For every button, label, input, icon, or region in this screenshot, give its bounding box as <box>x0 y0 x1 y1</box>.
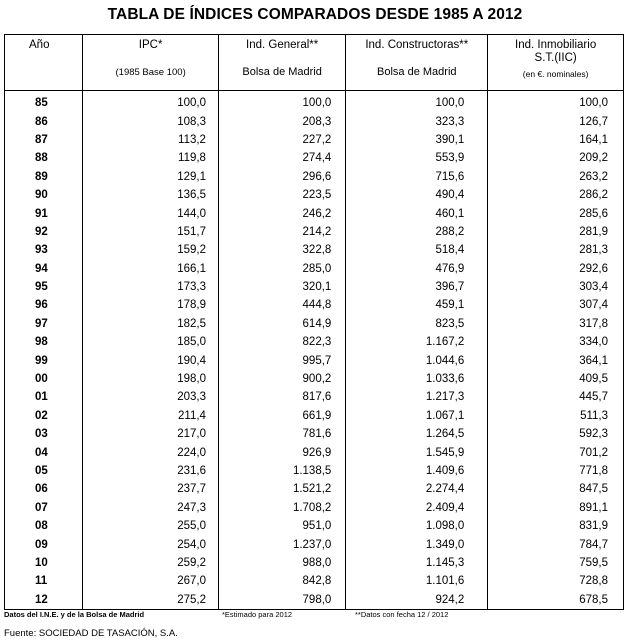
year-cell: 85 <box>5 91 83 113</box>
header-ipc: IPC* (1985 Base 100) <box>83 35 219 91</box>
constructoras-cell: 1.217,3 <box>346 388 488 406</box>
ipc-cell: 275,2 <box>83 591 219 610</box>
table-row <box>5 131 624 149</box>
inmobiliario-cell: 364,1 <box>488 351 624 369</box>
constructoras-cell: 288,2 <box>346 223 488 241</box>
constructoras-cell: 459,1 <box>346 296 488 314</box>
ipc-cell: 151,7 <box>83 223 219 241</box>
general-cell: 296,6 <box>218 168 345 186</box>
year-cell: 98 <box>5 333 83 351</box>
inmobiliario-cell: 409,5 <box>488 370 624 388</box>
ipc-cell: 136,5 <box>83 186 219 204</box>
constructoras-cell: 2.409,4 <box>346 499 488 517</box>
ipc-cell: 217,0 <box>83 425 219 443</box>
general-cell: 661,9 <box>218 407 345 425</box>
ipc-cell: 173,3 <box>83 278 219 296</box>
header-constructoras: Ind. Constructoras** Bolsa de Madrid <box>346 35 488 91</box>
inmobiliario-cell: 209,2 <box>488 149 624 167</box>
general-cell: 274,4 <box>218 149 345 167</box>
constructoras-cell: 1.349,0 <box>346 535 488 553</box>
constructoras-cell: 2.274,4 <box>346 480 488 498</box>
table-row <box>5 370 624 388</box>
footnote-estimated: *Estimado para 2012 <box>222 610 293 619</box>
table-row <box>5 241 624 259</box>
ipc-cell: 198,0 <box>83 370 219 388</box>
general-cell: 798,0 <box>218 591 345 610</box>
constructoras-cell: 1.033,6 <box>346 370 488 388</box>
header-constructoras-sub: Bolsa de Madrid <box>377 66 457 78</box>
general-cell: 926,9 <box>218 443 345 461</box>
table-row <box>5 204 624 222</box>
table-row <box>5 223 624 241</box>
table-row <box>5 91 624 113</box>
general-cell: 100,0 <box>218 91 345 113</box>
year-cell: 11 <box>5 572 83 590</box>
general-cell: 951,0 <box>218 517 345 535</box>
year-cell: 95 <box>5 278 83 296</box>
table-row <box>5 296 624 314</box>
general-cell: 322,8 <box>218 241 345 259</box>
ipc-cell: 182,5 <box>83 315 219 333</box>
ipc-cell: 108,3 <box>83 112 219 130</box>
general-cell: 320,1 <box>218 278 345 296</box>
general-cell: 285,0 <box>218 260 345 278</box>
inmobiliario-cell: 847,5 <box>488 480 624 498</box>
ipc-cell: 190,4 <box>83 351 219 369</box>
year-cell: 08 <box>5 517 83 535</box>
constructoras-cell: 390,1 <box>346 131 488 149</box>
constructoras-cell: 1.067,1 <box>346 407 488 425</box>
ipc-cell: 267,0 <box>83 572 219 590</box>
constructoras-cell: 460,1 <box>346 204 488 222</box>
table-row <box>5 260 624 278</box>
inmobiliario-cell: 126,7 <box>488 112 624 130</box>
year-cell: 09 <box>5 535 83 553</box>
table-row <box>5 149 624 167</box>
general-cell: 246,2 <box>218 204 345 222</box>
year-cell: 93 <box>5 241 83 259</box>
constructoras-cell: 715,6 <box>346 168 488 186</box>
general-cell: 822,3 <box>218 333 345 351</box>
footnote-data-source: Datos del I.N.E. y de la Bolsa de Madrid <box>4 610 145 619</box>
year-cell: 87 <box>5 131 83 149</box>
ipc-cell: 203,3 <box>83 388 219 406</box>
constructoras-cell: 1.167,2 <box>346 333 488 351</box>
constructoras-cell: 476,9 <box>346 260 488 278</box>
inmobiliario-cell: 701,2 <box>488 443 624 461</box>
ipc-cell: 211,4 <box>83 407 219 425</box>
ipc-cell: 224,0 <box>83 443 219 461</box>
constructoras-cell: 518,4 <box>346 241 488 259</box>
header-ipc-sub: (1985 Base 100) <box>115 67 186 78</box>
constructoras-cell: 490,4 <box>346 186 488 204</box>
source-line: Fuente: SOCIEDAD DE TASACIÓN, S.A. <box>4 628 178 639</box>
ipc-cell: 178,9 <box>83 296 219 314</box>
table-row <box>5 351 624 369</box>
inmobiliario-cell: 100,0 <box>488 91 624 113</box>
ipc-cell: 255,0 <box>83 517 219 535</box>
general-cell: 227,2 <box>218 131 345 149</box>
general-cell: 781,6 <box>218 425 345 443</box>
inmobiliario-cell: 334,0 <box>488 333 624 351</box>
year-cell: 96 <box>5 296 83 314</box>
inmobiliario-cell: 592,3 <box>488 425 624 443</box>
header-inmobiliario: Ind. Inmobiliario S.T.(IIC) (en €. nominales) <box>488 35 624 91</box>
inmobiliario-cell: 292,6 <box>488 260 624 278</box>
general-cell: 444,8 <box>218 296 345 314</box>
year-cell: 01 <box>5 388 83 406</box>
year-cell: 86 <box>5 112 83 130</box>
constructoras-cell: 323,3 <box>346 112 488 130</box>
year-cell: 90 <box>5 186 83 204</box>
table-row <box>5 499 624 517</box>
inmobiliario-cell: 759,5 <box>488 554 624 572</box>
inmobiliario-cell: 784,7 <box>488 535 624 553</box>
general-cell: 988,0 <box>218 554 345 572</box>
general-cell: 995,7 <box>218 351 345 369</box>
header-year: Año <box>5 35 83 91</box>
header-row <box>5 35 624 91</box>
ipc-cell: 259,2 <box>83 554 219 572</box>
constructoras-cell: 1.409,6 <box>346 462 488 480</box>
ipc-cell: 247,3 <box>83 499 219 517</box>
inmobiliario-cell: 511,3 <box>488 407 624 425</box>
year-cell: 91 <box>5 204 83 222</box>
table-row <box>5 535 624 553</box>
general-cell: 900,2 <box>218 370 345 388</box>
general-cell: 1.138,5 <box>218 462 345 480</box>
ipc-cell: 166,1 <box>83 260 219 278</box>
inmobiliario-cell: 307,4 <box>488 296 624 314</box>
table-row <box>5 480 624 498</box>
general-cell: 1.521,2 <box>218 480 345 498</box>
table-row <box>5 554 624 572</box>
inmobiliario-cell: 317,8 <box>488 315 624 333</box>
ipc-cell: 254,0 <box>83 535 219 553</box>
ipc-cell: 237,7 <box>83 480 219 498</box>
inmobiliario-cell: 281,3 <box>488 241 624 259</box>
header-inmobiliario-sub: (en €. nominales) <box>522 69 589 79</box>
constructoras-cell: 1.264,5 <box>346 425 488 443</box>
table-row <box>5 388 624 406</box>
general-cell: 614,9 <box>218 315 345 333</box>
year-cell: 88 <box>5 149 83 167</box>
constructoras-cell: 1.098,0 <box>346 517 488 535</box>
inmobiliario-cell: 164,1 <box>488 131 624 149</box>
constructoras-cell: 553,9 <box>346 149 488 167</box>
table-row <box>5 443 624 461</box>
table-row <box>5 278 624 296</box>
inmobiliario-cell: 281,9 <box>488 223 624 241</box>
constructoras-cell: 823,5 <box>346 315 488 333</box>
constructoras-cell: 924,2 <box>346 591 488 610</box>
general-cell: 817,6 <box>218 388 345 406</box>
year-cell: 02 <box>5 407 83 425</box>
ipc-cell: 231,6 <box>83 462 219 480</box>
constructoras-cell: 100,0 <box>346 91 488 113</box>
constructoras-cell: 1.545,9 <box>346 443 488 461</box>
table-row <box>5 572 624 590</box>
year-cell: 94 <box>5 260 83 278</box>
general-cell: 1.237,0 <box>218 535 345 553</box>
general-cell: 208,3 <box>218 112 345 130</box>
inmobiliario-cell: 678,5 <box>488 591 624 610</box>
general-cell: 842,8 <box>218 572 345 590</box>
table-row <box>5 425 624 443</box>
page-title: TABLA DE ÍNDICES COMPARADOS DESDE 1985 A 2012 <box>107 6 523 23</box>
table-row <box>5 315 624 333</box>
table-row <box>5 462 624 480</box>
inmobiliario-cell: 771,8 <box>488 462 624 480</box>
ipc-cell: 185,0 <box>83 333 219 351</box>
ipc-cell: 100,0 <box>83 91 219 113</box>
ipc-cell: 129,1 <box>83 168 219 186</box>
table-row <box>5 591 624 610</box>
year-cell: 89 <box>5 168 83 186</box>
inmobiliario-cell: 286,2 <box>488 186 624 204</box>
ipc-cell: 159,2 <box>83 241 219 259</box>
year-cell: 00 <box>5 370 83 388</box>
inmobiliario-cell: 445,7 <box>488 388 624 406</box>
header-general-sub: Bolsa de Madrid <box>242 66 322 78</box>
table-row <box>5 517 624 535</box>
table-row <box>5 333 624 351</box>
general-cell: 1.708,2 <box>218 499 345 517</box>
inmobiliario-cell: 728,8 <box>488 572 624 590</box>
year-cell: 05 <box>5 462 83 480</box>
footnote-date: **Datos con fecha 12 / 2012 <box>355 610 449 619</box>
indices-table <box>4 34 624 610</box>
table-row <box>5 168 624 186</box>
year-cell: 99 <box>5 351 83 369</box>
ipc-cell: 144,0 <box>83 204 219 222</box>
inmobiliario-cell: 891,1 <box>488 499 624 517</box>
inmobiliario-cell: 285,6 <box>488 204 624 222</box>
general-cell: 223,5 <box>218 186 345 204</box>
header-general: Ind. General** Bolsa de Madrid <box>218 35 345 91</box>
inmobiliario-cell: 263,2 <box>488 168 624 186</box>
ipc-cell: 113,2 <box>83 131 219 149</box>
constructoras-cell: 1.044,6 <box>346 351 488 369</box>
table-row <box>5 407 624 425</box>
constructoras-cell: 1.145,3 <box>346 554 488 572</box>
year-cell: 92 <box>5 223 83 241</box>
table-row <box>5 112 624 130</box>
year-cell: 97 <box>5 315 83 333</box>
general-cell: 214,2 <box>218 223 345 241</box>
year-cell: 03 <box>5 425 83 443</box>
constructoras-cell: 1.101,6 <box>346 572 488 590</box>
inmobiliario-cell: 831,9 <box>488 517 624 535</box>
inmobiliario-cell: 303,4 <box>488 278 624 296</box>
table-row <box>5 186 624 204</box>
year-cell: 04 <box>5 443 83 461</box>
year-cell: 12 <box>5 591 83 610</box>
ipc-cell: 119,8 <box>83 149 219 167</box>
constructoras-cell: 396,7 <box>346 278 488 296</box>
year-cell: 07 <box>5 499 83 517</box>
year-cell: 06 <box>5 480 83 498</box>
year-cell: 10 <box>5 554 83 572</box>
